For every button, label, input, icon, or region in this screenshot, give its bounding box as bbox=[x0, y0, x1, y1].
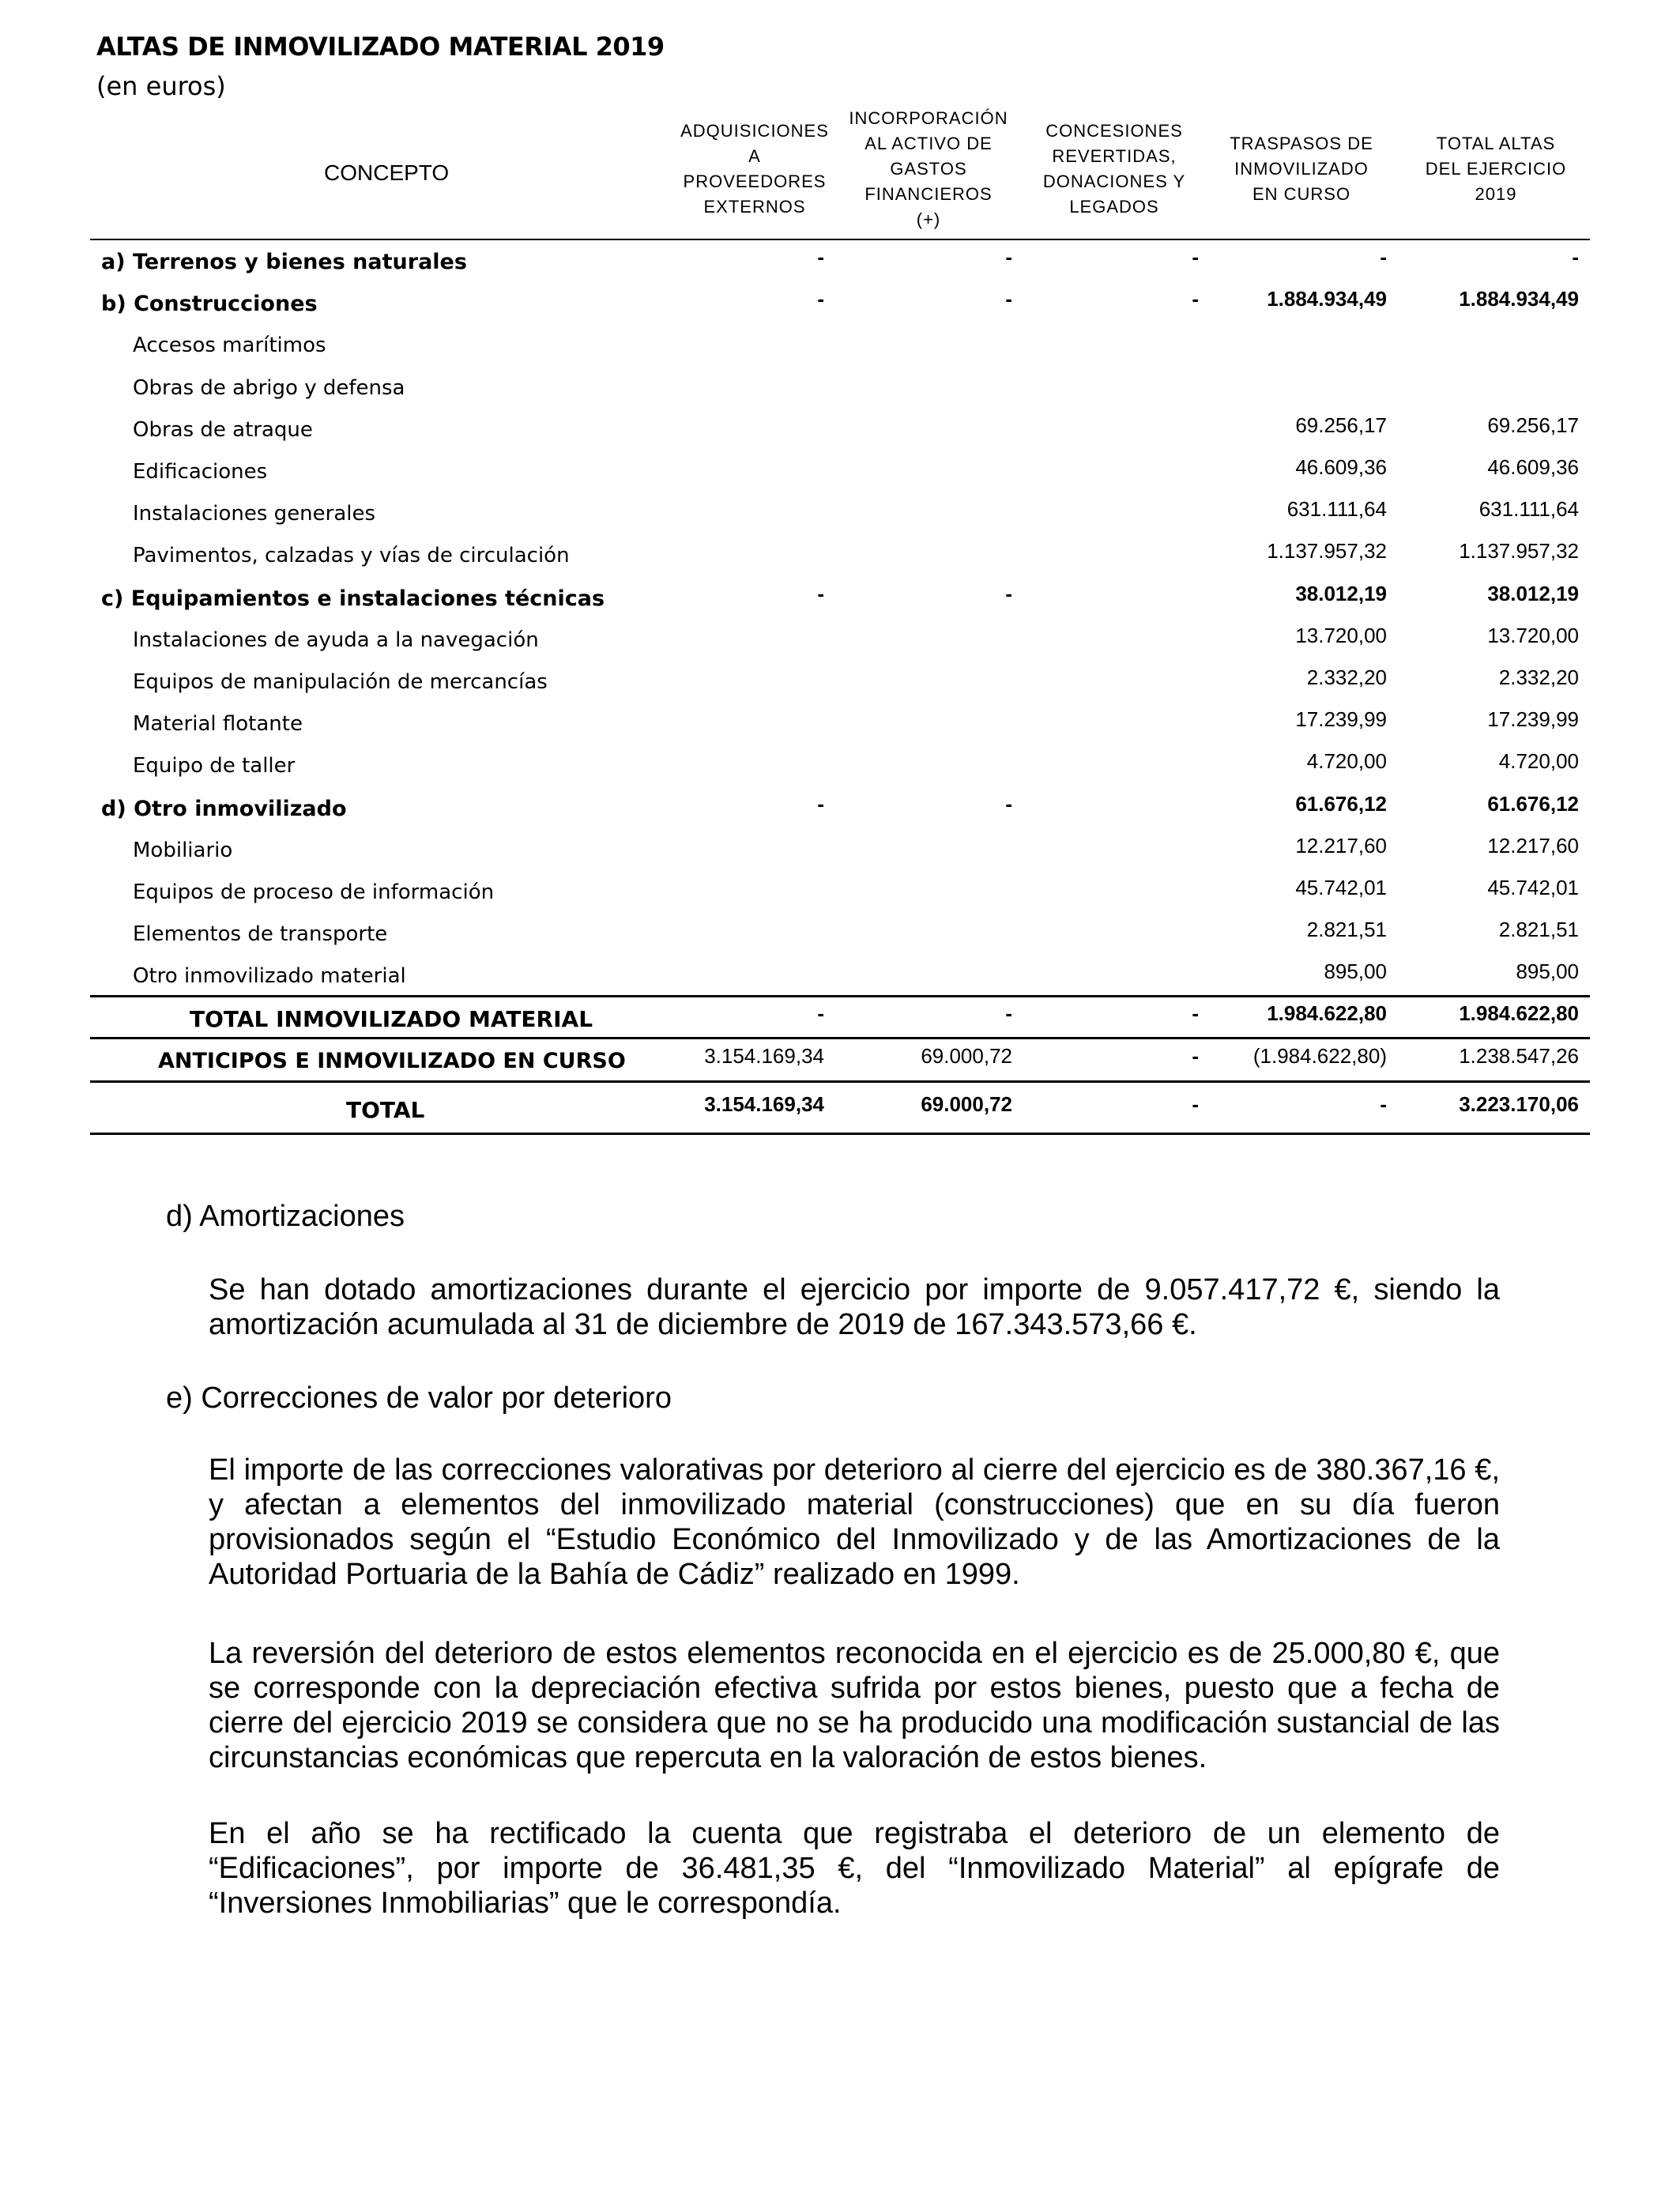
anticipos-row bbox=[0, 1041, 1680, 1083]
paragraph-correcciones-3: En el año se ha rectificado la cuenta que registraba el deterioro de un elemento de “Edificaciones”, por importe de 36.481,35 €, del “Inmovilizado Material” al epígrafe de “Inversiones Inmobiliarias” que le correspondía. bbox=[209, 1817, 1500, 1920]
cell-total-altas: 2.332,20 bbox=[1498, 665, 1579, 689]
paragraph-correcciones-1: El importe de las correcciones valorativas por deterioro al cierre del ejercicio es de 380.367,16 €, y afectan a elementos del inmovilizado material (construcciones) que en su día fueron provisionados según el “Estudio Económico del Inmovilizado y de las Amortizaciones de la Autoridad Portuaria de la Bahía de Cádiz” realizado en 1999. bbox=[209, 1453, 1500, 1591]
row-label: Mobiliario bbox=[133, 839, 233, 862]
cell-total-altas: 45.742,01 bbox=[1487, 876, 1579, 899]
cell-total-altas: 1.884.934,49 bbox=[1459, 287, 1579, 311]
total-inmovilizado-row bbox=[0, 998, 1680, 1040]
header-divider bbox=[90, 239, 1590, 240]
cell-traspasos: 4.720,00 bbox=[1306, 749, 1387, 773]
table-row bbox=[0, 956, 1680, 998]
header-concesiones: CONCESIONES REVERTIDAS, DONACIONES Y LEGADOS bbox=[1042, 121, 1186, 217]
cell-traspasos: 2.821,51 bbox=[1306, 918, 1387, 941]
table-row bbox=[0, 914, 1680, 956]
cell-total-altas: 3.223.170,06 bbox=[1459, 1092, 1579, 1116]
row-label: Instalaciones de ayuda a la navegación bbox=[133, 628, 539, 652]
row-label: Equipos de proceso de información bbox=[133, 880, 495, 904]
table-subtitle: (en euros) bbox=[96, 71, 226, 101]
cell-total-altas: 38.012,19 bbox=[1487, 582, 1579, 605]
category-row bbox=[0, 284, 1680, 326]
total-inmovilizado-top-rule bbox=[90, 995, 1590, 997]
table-row bbox=[0, 410, 1680, 452]
table-row bbox=[0, 873, 1680, 914]
cell-traspasos: 2.332,20 bbox=[1306, 665, 1387, 689]
cell-traspasos: 45.742,01 bbox=[1295, 876, 1387, 899]
cell-incorporacion: - bbox=[1005, 792, 1012, 816]
cell-total-altas: 2.821,51 bbox=[1498, 918, 1579, 941]
cell-concesiones: - bbox=[1192, 287, 1199, 311]
cell-traspasos: 1.984.622,80 bbox=[1267, 1001, 1387, 1025]
cell-total-altas: 895,00 bbox=[1516, 959, 1579, 983]
cell-traspasos: (1.984.622,80) bbox=[1252, 1044, 1387, 1068]
table-row bbox=[0, 746, 1680, 788]
table-row bbox=[0, 452, 1680, 494]
paragraph-amortizaciones: Se han dotado amortizaciones durante el ejercicio por importe de 9.057.417,72 €, siendo la amortización acumulada al 31 de diciembre de 2019 de 167.343.573,66 €. bbox=[209, 1273, 1500, 1341]
cell-incorporacion: - bbox=[1005, 1001, 1012, 1025]
section-heading-amortizaciones: d) Amortizaciones bbox=[166, 1200, 405, 1233]
cell-adquisiciones: 3.154.169,34 bbox=[704, 1092, 824, 1116]
cell-total-altas: - bbox=[1572, 245, 1579, 269]
row-label: Otro inmovilizado material bbox=[133, 964, 406, 988]
table-row bbox=[0, 326, 1680, 368]
cell-traspasos: 69.256,17 bbox=[1295, 413, 1387, 437]
header-traspasos: TRASPASOS DE INMOVILIZADO EN CURSO bbox=[1230, 134, 1373, 204]
cell-total-altas: 1.238.547,26 bbox=[1459, 1044, 1579, 1068]
cell-incorporacion: 69.000,72 bbox=[921, 1044, 1012, 1068]
anticipos-label: ANTICIPOS E INMOVILIZADO EN CURSO bbox=[158, 1049, 626, 1073]
category-row bbox=[0, 789, 1680, 831]
row-label: Equipos de manipulación de mercancías bbox=[133, 670, 548, 694]
category-label: b) Construcciones bbox=[101, 292, 318, 316]
cell-traspasos: 61.676,12 bbox=[1295, 792, 1387, 816]
row-label: Equipo de taller bbox=[133, 754, 296, 778]
cell-concesiones: - bbox=[1192, 1044, 1199, 1068]
total-row bbox=[0, 1089, 1680, 1131]
cell-traspasos: 12.217,60 bbox=[1295, 834, 1387, 858]
table-bottom-rule bbox=[90, 1133, 1590, 1135]
row-label: Edificaciones bbox=[133, 460, 268, 484]
cell-total-altas: 61.676,12 bbox=[1487, 792, 1579, 816]
category-label: d) Otro inmovilizado bbox=[101, 797, 347, 821]
table-row bbox=[0, 704, 1680, 746]
cell-traspasos: - bbox=[1380, 245, 1387, 269]
row-label: Instalaciones generales bbox=[133, 502, 376, 526]
cell-traspasos: 1.884.934,49 bbox=[1267, 287, 1387, 311]
anticipos-top-rule bbox=[90, 1037, 1590, 1039]
total-top-rule bbox=[90, 1080, 1590, 1083]
cell-concesiones: - bbox=[1192, 1001, 1199, 1025]
header-incorporacion: INCORPORACIÓN AL ACTIVO DE GASTOS FINANCIEROS (+) bbox=[849, 108, 1008, 229]
paragraph-correcciones-2: La reversión del deterioro de estos elementos reconocida en el ejercicio es de 25.000,80 €, que se corresponde con la depreciación efectiva sufrida por estos bienes, puesto que a fecha de cierre del ejercicio 2019 se considera que no se ha producido una modificación sustancial de las circunstancias económicas que repercuta en la valoración de estos bienes. bbox=[209, 1637, 1500, 1774]
category-label: c) Equipamientos e instalaciones técnicas bbox=[101, 586, 605, 611]
category-row bbox=[0, 242, 1680, 284]
table-row bbox=[0, 662, 1680, 704]
cell-adquisiciones: - bbox=[817, 1001, 824, 1025]
table-row bbox=[0, 831, 1680, 873]
cell-concesiones: - bbox=[1192, 245, 1199, 269]
table-row bbox=[0, 536, 1680, 578]
cell-incorporacion: - bbox=[1005, 245, 1012, 269]
row-label: Obras de atraque bbox=[133, 418, 313, 442]
category-label: a) Terrenos y bienes naturales bbox=[101, 250, 467, 274]
cell-adquisiciones: - bbox=[817, 792, 824, 816]
cell-adquisiciones: - bbox=[817, 287, 824, 311]
cell-total-altas: 17.239,99 bbox=[1487, 707, 1579, 731]
cell-total-altas: 46.609,36 bbox=[1487, 455, 1579, 479]
cell-total-altas: 69.256,17 bbox=[1487, 413, 1579, 437]
cell-traspasos: 631.111,64 bbox=[1286, 497, 1387, 521]
total-inmovilizado-label: TOTAL INMOVILIZADO MATERIAL bbox=[190, 1006, 593, 1032]
header-adquisiciones: ADQUISICIONES A PROVEEDORES EXTERNOS bbox=[680, 121, 829, 217]
cell-adquisiciones: 3.154.169,34 bbox=[704, 1044, 824, 1068]
table-title: ALTAS DE INMOVILIZADO MATERIAL 2019 bbox=[96, 32, 665, 62]
cell-concesiones: - bbox=[1192, 1092, 1199, 1116]
cell-total-altas: 1.984.622,80 bbox=[1459, 1001, 1579, 1025]
category-row bbox=[0, 579, 1680, 620]
row-label: Accesos marítimos bbox=[133, 334, 326, 357]
table-row bbox=[0, 620, 1680, 662]
cell-total-altas: 4.720,00 bbox=[1498, 749, 1579, 773]
cell-total-altas: 1.137.957,32 bbox=[1459, 539, 1579, 563]
table-row bbox=[0, 494, 1680, 536]
header-concepto: CONCEPTO bbox=[324, 160, 450, 185]
cell-total-altas: 13.720,00 bbox=[1487, 624, 1579, 647]
total-label: TOTAL bbox=[346, 1097, 425, 1123]
cell-traspasos: 17.239,99 bbox=[1295, 707, 1387, 731]
table-row bbox=[0, 368, 1680, 410]
cell-traspasos: 1.137.957,32 bbox=[1267, 539, 1387, 563]
header-total-altas: TOTAL ALTAS DEL EJERCICIO 2019 bbox=[1425, 134, 1567, 204]
row-label: Obras de abrigo y defensa bbox=[133, 376, 405, 400]
cell-traspasos: 46.609,36 bbox=[1295, 455, 1387, 479]
cell-incorporacion: 69.000,72 bbox=[921, 1092, 1012, 1116]
cell-total-altas: 12.217,60 bbox=[1487, 834, 1579, 858]
cell-incorporacion: - bbox=[1005, 287, 1012, 311]
cell-traspasos: - bbox=[1380, 1092, 1387, 1116]
cell-total-altas: 631.111,64 bbox=[1478, 497, 1579, 521]
section-heading-correcciones: e) Correcciones de valor por deterioro bbox=[166, 1382, 672, 1415]
row-label: Material flotante bbox=[133, 712, 303, 736]
row-label: Elementos de transporte bbox=[133, 922, 388, 946]
cell-adquisiciones: - bbox=[817, 582, 824, 605]
row-label: Pavimentos, calzadas y vías de circulación bbox=[133, 544, 570, 567]
cell-incorporacion: - bbox=[1005, 582, 1012, 605]
cell-traspasos: 13.720,00 bbox=[1295, 624, 1387, 647]
cell-traspasos: 895,00 bbox=[1324, 959, 1387, 983]
cell-adquisiciones: - bbox=[817, 245, 824, 269]
cell-traspasos: 38.012,19 bbox=[1295, 582, 1387, 605]
